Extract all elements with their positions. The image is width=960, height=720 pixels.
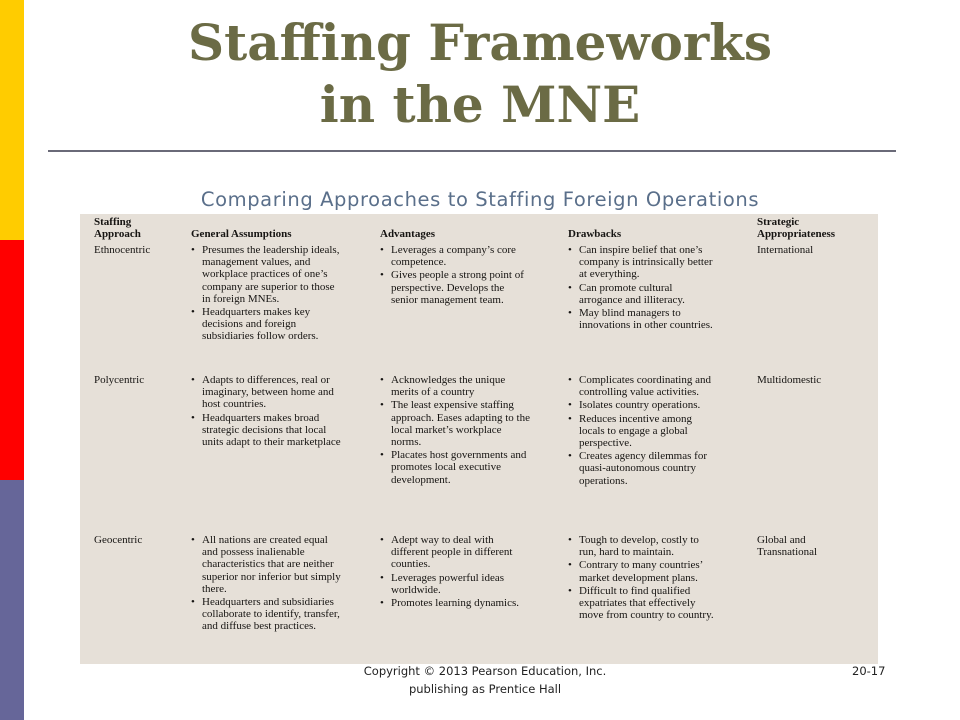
bullet-item	[380, 399, 530, 448]
row-approach-label: Geocentric	[94, 534, 143, 546]
bullet-item	[568, 585, 718, 622]
bullet-dot: •	[568, 307, 572, 320]
bullet-item	[568, 399, 718, 411]
bullet-text: Promotes learning dynamics.	[391, 597, 520, 610]
slide-subtitle: Comparing Approaches to Staffing Foreign Operations	[200, 188, 760, 211]
row-advantages-cell	[380, 374, 530, 487]
slide-title-line-1: Staffing Frameworks	[188, 13, 772, 72]
title-divider	[48, 150, 896, 152]
bullet-text: Placates host governments and promotes local executive development.	[391, 449, 527, 486]
bullet-text: Contrary to many countries’ market development plans.	[579, 559, 703, 584]
bullet-text: Reduces incentive among locals to engage a global perspective.	[579, 412, 693, 450]
bullet-text: Gives people a strong point of perspective. Develops the senior management team.	[391, 269, 524, 306]
bullet-item	[380, 269, 530, 306]
strategic-text: Global and	[757, 534, 806, 546]
bullet-item	[568, 413, 718, 450]
bullet-dot: •	[568, 559, 572, 572]
accent-bar-red	[0, 240, 24, 480]
header-approach-line-2: Approach	[94, 228, 141, 240]
row-drawbacks-cell	[568, 374, 718, 488]
bullet-item	[191, 306, 341, 343]
bullet-text: Can inspire belief that one’s company is intrinsically better at everything.	[579, 244, 713, 281]
bullet-dot: •	[380, 597, 384, 610]
bullet-dot: •	[380, 374, 384, 386]
slide-title-line-2: in the MNE	[319, 75, 641, 134]
bullet-dot: •	[568, 450, 572, 463]
header-drawbacks: Drawbacks	[568, 228, 622, 240]
bullet-text: Headquarters makes broad strategic decisions that local units adapt to their marketplace	[202, 411, 341, 449]
bullet-dot: •	[568, 281, 572, 294]
bullet-item	[568, 307, 718, 331]
bullet-text: Leverages powerful ideas worldwide.	[391, 571, 505, 596]
copyright-line-2: publishing as Prentice Hall	[408, 682, 562, 696]
header-staffing-approach	[94, 216, 184, 240]
bullet-text: Leverages a company’s core competence.	[391, 244, 516, 269]
slide-title	[30, 12, 930, 136]
copyright-notice	[330, 662, 640, 698]
bullet-item	[380, 597, 530, 609]
bullet-item	[568, 282, 718, 306]
bullet-item	[191, 412, 341, 449]
bullet-text: Complicates coordinating and controlling value activities.	[579, 374, 711, 399]
bullet-text: Headquarters makes key decisions and foreign subsidiaries follow orders.	[202, 306, 319, 343]
header-strategic-line-2: Appropriateness	[757, 228, 836, 240]
bullet-item	[568, 534, 718, 558]
bullet-text: All nations are created equal and possess inalienable characteristics that are neither superior nor inferior but simply there.	[202, 534, 341, 595]
bullet-dot: •	[380, 399, 384, 412]
copyright-line-1: Copyright © 2013 Pearson Education, Inc.	[363, 664, 607, 678]
bullet-text: The least expensive staffing approach. Eases adapting to the local market’s workplace norms.	[391, 399, 530, 449]
row-assumptions-cell	[191, 374, 341, 449]
bullet-item	[568, 559, 718, 583]
bullet-dot: •	[191, 244, 195, 256]
bullet-item	[380, 449, 530, 486]
bullet-text: Headquarters and subsidiaries collaborate to identify, transfer, and diffuse best practices.	[202, 596, 340, 633]
strategic-text: Transnational	[757, 546, 818, 558]
bullet-text: Adept way to deal with different people in different counties.	[391, 534, 513, 571]
bullet-dot: •	[380, 534, 384, 546]
row-strategic-cell	[757, 374, 872, 386]
bullet-dot: •	[380, 269, 384, 282]
row-drawbacks-cell	[568, 534, 718, 622]
bullet-item	[191, 374, 341, 411]
row-strategic-cell	[757, 244, 872, 256]
bullet-dot: •	[191, 411, 195, 424]
bullet-dot: •	[568, 374, 572, 386]
strategic-text: Multidomestic	[757, 374, 822, 386]
bullet-dot: •	[568, 412, 572, 425]
bullet-text: Adapts to differences, real or imaginary, between home and host countries.	[202, 374, 334, 411]
accent-bar-yellow	[0, 0, 24, 240]
bullet-text: Creates agency dilemmas for quasi-autonomous country operations.	[579, 450, 707, 487]
bullet-item	[380, 244, 530, 268]
bullet-text: Acknowledges the unique merits of a country	[391, 374, 506, 399]
bullet-dot: •	[191, 534, 195, 546]
row-drawbacks-cell	[568, 244, 718, 332]
header-approach-line-1: Staffing	[94, 216, 132, 228]
bullet-item	[380, 374, 530, 398]
bullet-dot: •	[568, 244, 572, 256]
bullet-text: May blind managers to innovations in other countries.	[579, 307, 713, 332]
row-approach-label: Polycentric	[94, 374, 145, 386]
bullet-item	[568, 450, 718, 487]
bullet-item	[191, 534, 341, 595]
bullet-dot: •	[568, 399, 572, 412]
row-advantages-cell	[380, 244, 530, 307]
row-assumptions-cell	[191, 534, 341, 634]
row-strategic-cell	[757, 534, 872, 558]
bullet-text: Presumes the leadership ideals, management values, and workplace practices of one’s company are superior to those in foreign MNEs.	[202, 244, 340, 305]
staffing-comparison-table	[80, 214, 878, 664]
page-number: 20-17	[852, 664, 886, 678]
bullet-text: Can promote cultural arrogance and illiteracy.	[579, 281, 685, 306]
bullet-dot: •	[380, 449, 384, 462]
bullet-dot: •	[191, 306, 195, 319]
bullet-dot: •	[568, 584, 572, 597]
bullet-item	[568, 374, 718, 398]
header-advantages: Advantages	[380, 228, 436, 240]
accent-bar-slate	[0, 480, 24, 720]
row-advantages-cell	[380, 534, 530, 610]
strategic-text: International	[757, 244, 814, 256]
bullet-item	[191, 596, 341, 633]
header-general-assumptions: General Assumptions	[191, 228, 292, 240]
bullet-dot: •	[568, 534, 572, 546]
bullet-text: Difficult to find qualified expatriates that effectively move from country to country.	[579, 584, 714, 622]
bullet-item	[380, 534, 530, 571]
bullet-item	[191, 244, 341, 305]
bullet-text: Tough to develop, costly to run, hard to maintain.	[579, 534, 699, 559]
bullet-text: Isolates country operations.	[579, 399, 701, 412]
header-strategic-appropriateness	[757, 216, 872, 240]
bullet-dot: •	[380, 244, 384, 256]
row-assumptions-cell	[191, 244, 341, 344]
bullet-dot: •	[191, 596, 195, 609]
header-strategic-line-1: Strategic	[757, 216, 800, 228]
bullet-item	[568, 244, 718, 281]
row-approach-label: Ethnocentric	[94, 244, 151, 256]
bullet-dot: •	[191, 374, 195, 386]
bullet-item	[380, 572, 530, 596]
bullet-dot: •	[380, 571, 384, 584]
